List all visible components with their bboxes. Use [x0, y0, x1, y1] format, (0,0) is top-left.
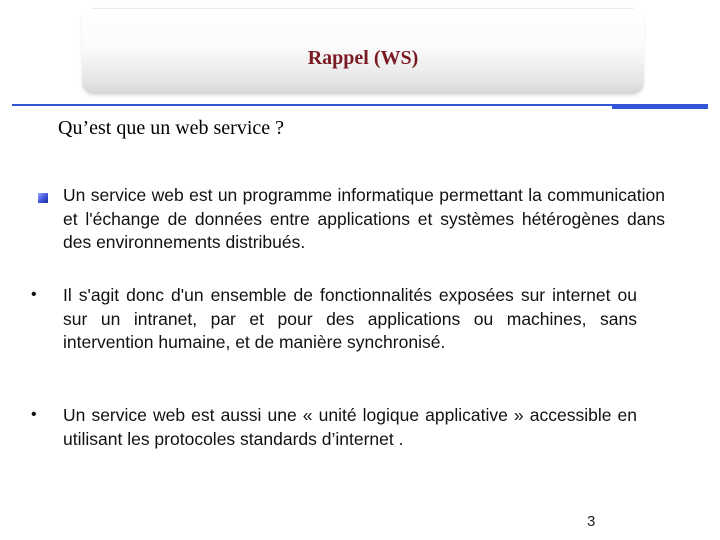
slide-title: Rappel (WS) [307, 47, 419, 69]
title-banner [82, 8, 644, 94]
slide-subtitle: Qu’est que un web service ? [58, 117, 285, 139]
paragraph-functionalities: Il s'agit donc d'un ensemble de fonctionnalités exposées sur internet ou sur un intranet, par et pour des applications ou machines, sans intervention humaine, et de manière synchronisé. [63, 285, 637, 352]
title-banner-top-rule [92, 8, 634, 9]
paragraph-logical-unit: Un service web est aussi une « unité logique applicative » accessible en utilisant les protocoles standards d’internet . [63, 405, 637, 449]
header-divider [12, 104, 708, 106]
dot-bullet-icon: • [31, 406, 37, 423]
page-number: 3 [587, 513, 596, 530]
header-divider-accent [612, 104, 708, 109]
square-bullet-icon [38, 193, 48, 203]
paragraph-definition: Un service web est un programme informatique permettant la communication et l'échange de données entre applications et systèmes hétérogènes dans des environnements distribués. [63, 185, 665, 252]
dot-bullet-icon: • [31, 286, 37, 303]
